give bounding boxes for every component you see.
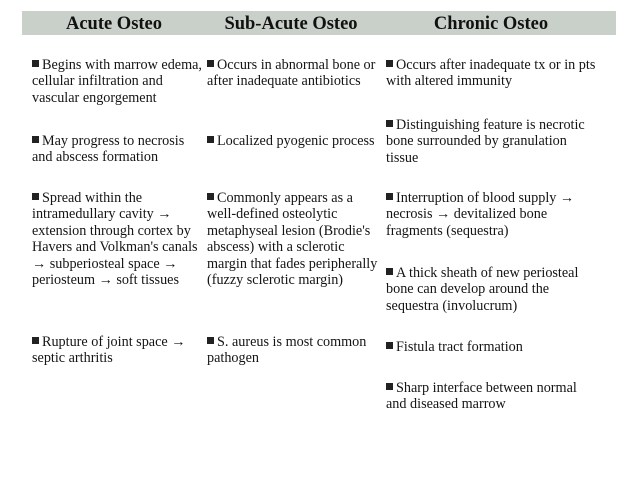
acute-item-2	[32, 133, 202, 166]
bullet-icon	[386, 342, 393, 349]
bullet-icon	[386, 193, 393, 200]
bullet-icon	[386, 268, 393, 275]
bullet-icon	[32, 193, 39, 200]
subacute-item-1-text: Occurs in abnormal bone or after inadequate antibiotics	[207, 57, 376, 90]
column-header-acute: Acute Osteo	[65, 14, 163, 34]
chronic-item-5	[386, 339, 598, 355]
chronic-item-3	[386, 190, 598, 239]
chronic-item-2-text: Distinguishing feature is necrotic bone surrounded by granulation tissue	[386, 117, 585, 166]
column-header-subacute: Sub-Acute Osteo	[224, 14, 358, 34]
subacute-item-4	[207, 334, 382, 367]
bullet-icon	[207, 60, 214, 67]
subacute-item-1	[207, 57, 382, 90]
acute-item-1	[32, 57, 202, 106]
chronic-item-1	[386, 57, 598, 90]
subacute-item-2	[207, 133, 382, 149]
bullet-icon	[386, 120, 393, 127]
chronic-item-2	[386, 117, 598, 166]
column-header-chronic: Chronic Osteo	[433, 14, 549, 34]
bullet-icon	[32, 60, 39, 67]
chronic-item-4	[386, 265, 598, 314]
acute-item-2-text: May progress to necrosis and abscess formation	[32, 133, 185, 166]
chronic-item-4-text: A thick sheath of new periosteal bone can develop around the sequestra (involucrum)	[386, 265, 579, 314]
subacute-item-3	[207, 190, 382, 288]
bullet-icon	[386, 60, 393, 67]
subacute-item-2-text: Localized pyogenic process	[217, 133, 375, 149]
bullet-icon	[32, 136, 39, 143]
acute-item-1-text: Begins with marrow edema, cellular infiltration and vascular engorgement	[32, 57, 202, 106]
acute-item-3	[32, 190, 202, 288]
chronic-item-6-text: Sharp interface between normal and diseased marrow	[386, 380, 577, 413]
bullet-icon	[207, 136, 214, 143]
acute-item-4	[32, 334, 202, 367]
bullet-icon	[386, 383, 393, 390]
chronic-item-3-text: Interruption of blood supply → necrosis → devitalized bone fragments (sequestra)	[386, 190, 575, 239]
chronic-item-1-text: Occurs after inadequate tx or in pts with altered immunity	[386, 57, 596, 90]
bullet-icon	[32, 337, 39, 344]
bullet-icon	[207, 337, 214, 344]
acute-item-3-text: Spread within the intramedullary cavity → extension through cortex by Havers and Volkman's canals → subperiosteal space → periosteum → soft tissues	[32, 190, 198, 289]
acute-item-4-text: Rupture of joint space → septic arthritis	[32, 334, 186, 367]
bullet-icon	[207, 193, 214, 200]
chronic-item-6	[386, 380, 598, 413]
subacute-item-3-text: Commonly appears as a well-defined osteolytic metaphyseal lesion (Brodie's abscess) with a sclerotic margin that fades peripherally (fuzzy sclerotic margin)	[207, 190, 378, 289]
chronic-item-5-text: Fistula tract formation	[396, 339, 523, 355]
subacute-item-4-text: S. aureus is most common pathogen	[207, 334, 367, 367]
